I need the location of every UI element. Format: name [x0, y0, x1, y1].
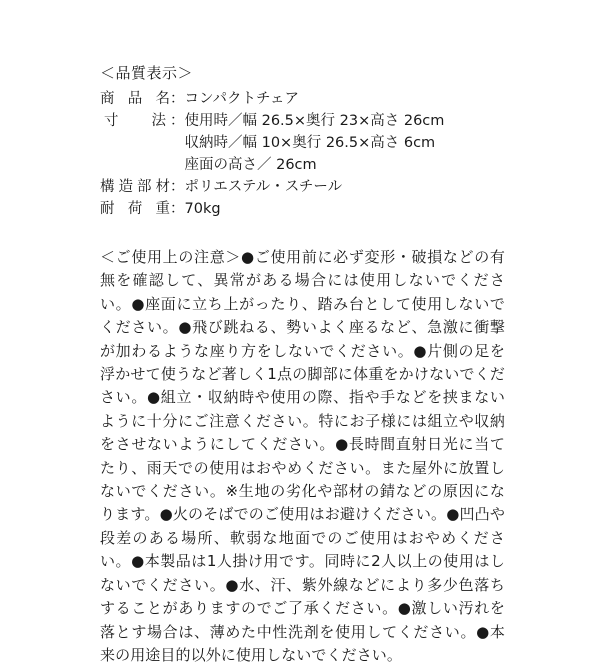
spec-key — [100, 88, 170, 110]
cautions-paragraph — [100, 246, 505, 667]
bullet-icon: ● — [159, 505, 173, 524]
caution-text: 片側の足を浮かせて使うなど著しく1点の脚部に体重をかけないでください。 — [100, 341, 505, 407]
spec-values — [185, 176, 343, 198]
spec-separator: ： — [170, 201, 185, 217]
bullet-icon: ● — [225, 575, 240, 594]
cautions-title: ＜ご使用上の注意＞ — [100, 248, 241, 266]
spec-value: コンパクトチェア — [184, 91, 300, 107]
spec-key-char: 荷 — [127, 201, 143, 217]
bullet-icon: ● — [397, 599, 412, 618]
spec-key-char: 材 — [155, 179, 170, 195]
spec-key-char: 部 — [137, 179, 152, 195]
spec-separator: ： — [170, 179, 185, 195]
caution-text: ご使用前に必ず変形・破損などの有無を確認して、異常がある場合には使用しないでください。 — [100, 248, 505, 313]
spec-values — [185, 198, 221, 220]
bullet-icon: ● — [131, 294, 146, 313]
spec-key-char: 法 — [151, 113, 166, 129]
product-label — [100, 62, 505, 667]
bullet-icon: ● — [240, 248, 255, 266]
bullet-icon: ● — [178, 318, 193, 337]
caution-text: 激しい汚れを落とす場合は、薄めた中性洗剤を使用してください。 — [100, 599, 505, 641]
bullet-icon: ● — [476, 622, 490, 641]
caution-text: 長時間直射日光に当てたり、雨天での使用はおやめください。また屋外に放置しないでください。※生地の劣化や部材の錆などの原因になります。 — [100, 435, 505, 524]
bullet-icon: ● — [446, 505, 460, 524]
spec-key — [100, 110, 170, 132]
bullet-icon: ● — [131, 552, 145, 571]
spec-separator: ： — [170, 91, 185, 107]
spec-key-char: 名 — [155, 91, 170, 107]
bullet-icon: ● — [147, 388, 161, 407]
spec-table — [100, 88, 505, 220]
spec-value: 使用時／幅 26.5×奥行 23×高さ 26cm — [184, 113, 445, 129]
spec-key-char: 構 — [100, 179, 115, 195]
spec-values — [185, 88, 300, 110]
spec-row-product-name — [100, 88, 505, 110]
spec-value: 70kg — [184, 201, 221, 217]
spec-row-material — [100, 176, 505, 198]
spec-key-char: 品 — [127, 91, 143, 107]
spec-value: ポリエステル・スチール — [184, 179, 343, 195]
spec-separator: ： — [170, 113, 185, 129]
bullet-icon: ● — [335, 435, 349, 454]
caution-text: 凹凸や段差のある場所、軟弱な地面でのご使用はおやめください。 — [100, 505, 505, 571]
spec-key-char: 重 — [155, 201, 170, 217]
spec-row-load-capacity — [100, 198, 505, 220]
caution-text: 水、汗、紫外線などにより多少色落ちすることがありますのでご了承ください。 — [100, 575, 505, 618]
spec-key — [100, 176, 170, 198]
caution-item — [160, 505, 447, 523]
spec-value: 収納時／幅 10×奥行 26.5×高さ 6cm — [184, 135, 436, 151]
spec-key-char: 耐 — [100, 201, 115, 217]
spec-value: 座面の高さ／ 26cm — [184, 157, 317, 173]
spec-row-dimensions — [100, 110, 505, 176]
spec-key-char: 商 — [100, 91, 115, 107]
caution-text: 飛び跳ねる、勢いよく座るなど、急激に衝撃が加わるような座り方をしないでください。 — [100, 318, 505, 360]
spec-values — [185, 110, 445, 176]
bullet-icon: ● — [413, 341, 428, 360]
caution-text: 組立・収納時や使用の際、指や手などを挟まないように十分にご注意ください。特にお子様には組立や収納をさせないようにしてください。 — [100, 388, 505, 454]
caution-text: 本製品は1人掛け用です。同時に2人以上の使用はしないでください。 — [100, 552, 505, 594]
spec-key-char: 造 — [118, 179, 133, 195]
quality-title: ＜品質表示＞ — [100, 64, 194, 82]
caution-text: 火のそばでのご使用はお避けください。 — [172, 505, 447, 524]
spec-key-char: 寸 — [104, 113, 119, 129]
spec-key — [100, 198, 170, 220]
caution-text: 座面に立ち上がったり、踏み台として使用しないでください。 — [100, 294, 505, 337]
caution-text: 本来の用途目的以外に使用しないでください。 — [100, 622, 505, 664]
